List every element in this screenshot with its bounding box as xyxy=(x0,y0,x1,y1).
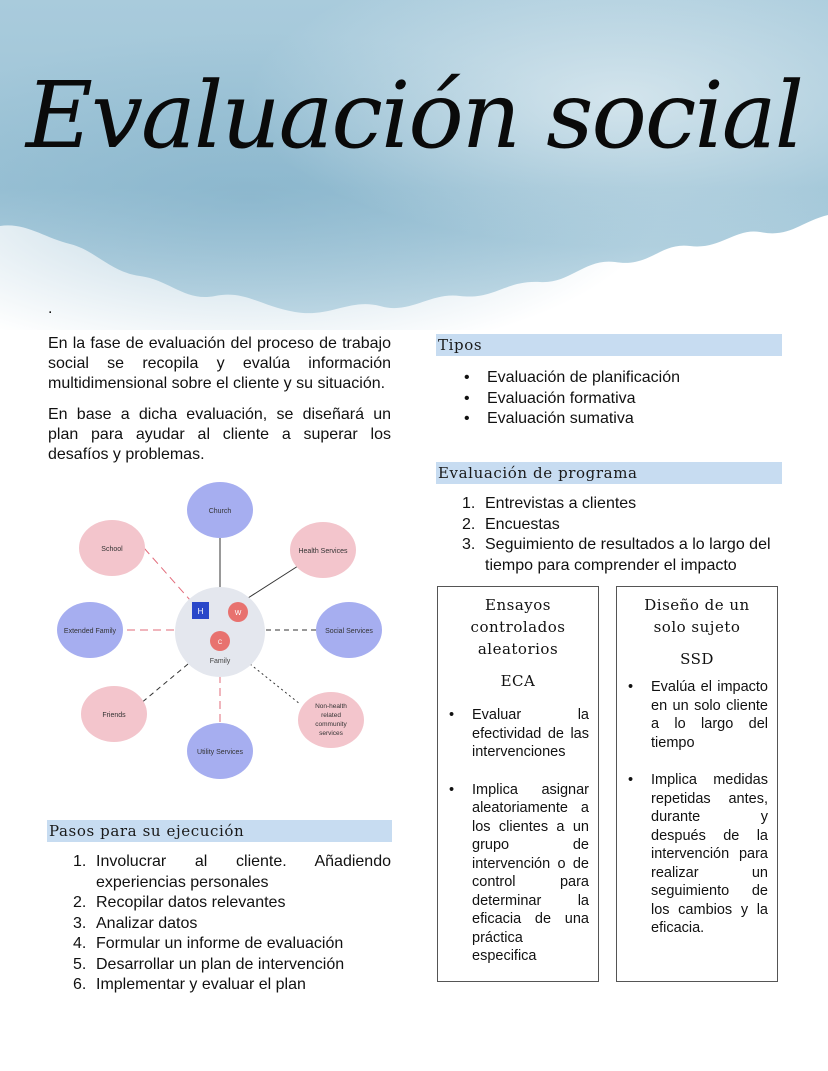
ssd-title: Diseño de un solo sujeto xyxy=(644,596,750,636)
eca-bullet: • Evaluar la efectividad de las intervenciones xyxy=(438,706,598,762)
pasos-heading: Pasos para su ejecución xyxy=(47,820,392,842)
node-social-services-label: Social Services xyxy=(325,628,373,635)
eca-acronym: ECA xyxy=(500,672,536,690)
stray-mark: . xyxy=(48,300,53,317)
node-health-services-label: Health Services xyxy=(298,548,348,555)
ssd-box xyxy=(616,586,778,982)
ssd-bullet: • Implica medidas repetidas antes, durante y después de la intervención para realizar un seguimiento de los cambios y la eficacia. xyxy=(617,771,777,938)
ecomap-diagram xyxy=(50,478,390,784)
eca-bullets xyxy=(438,706,598,966)
pasos-item: 2. Recopilar datos relevantes xyxy=(73,894,286,911)
programa-item: 3. Seguimiento de resultados a lo largo del tiempo para comprender el impacto xyxy=(462,536,771,574)
intro-paragraph-2: En base a dicha evaluación, se diseñará un plan para ayudar al cliente a superar los desafíos y problemas. xyxy=(48,406,391,463)
node-friends-label: Friends xyxy=(102,712,126,719)
eca-box xyxy=(437,586,599,982)
ssd-bullet: • Evalúa el impacto en un solo cliente a lo largo del tiempo xyxy=(617,678,777,752)
tipos-list xyxy=(437,368,782,430)
connector-friends xyxy=(140,664,188,704)
family-label: Family xyxy=(209,658,231,665)
tipos-item: • Evaluación formativa xyxy=(437,389,782,410)
page-title: Evaluación social xyxy=(25,62,803,169)
tipos-item: • Evaluación sumativa xyxy=(437,409,782,430)
programa-heading: Evaluación de programa xyxy=(436,462,782,484)
husband-label: H xyxy=(197,607,204,616)
pasos-item: 4. Formular un informe de evaluación xyxy=(73,935,344,952)
tipos-heading: Tipos xyxy=(436,334,782,356)
node-nonhealth-services xyxy=(298,692,364,748)
node-school-label: School xyxy=(101,546,123,553)
pasos-item: 1. Involucrar al cliente. Añadiendo experiencias personales xyxy=(73,853,391,891)
child-label: C xyxy=(217,640,223,646)
programa-item: 2. Encuestas xyxy=(462,515,560,533)
ssd-bullets xyxy=(617,678,777,938)
pasos-item: 6. Implementar y evaluar el plan xyxy=(73,976,306,993)
programa-item: 1. Entrevistas a clientes xyxy=(462,495,637,512)
ssd-acronym: SSD xyxy=(680,650,714,668)
node-church-label: Church xyxy=(208,508,232,515)
programa-list xyxy=(437,494,782,576)
eca-bullet: • Implica asignar aleatoriamente a los clientes a un grupo de intervención o de control para determinar la eficacia de una práctica especifica xyxy=(438,781,598,966)
node-nonhealth-line-4: services xyxy=(319,730,343,737)
tipos-item: • Evaluación de planificación xyxy=(437,368,782,389)
pasos-item: 5. Desarrollar un plan de intervención xyxy=(73,955,345,973)
connector-health xyxy=(248,566,298,598)
intro-paragraph-1: En la fase de evaluación del proceso de trabajo social se recopila y evalúa información multidimensional sobre el cliente y su situación. xyxy=(48,335,391,392)
node-nonhealth-line-1: Non-health xyxy=(315,703,347,710)
pasos-list xyxy=(48,852,391,996)
node-nonhealth-line-2: related xyxy=(321,712,341,719)
node-extended-family-label: Extended Family xyxy=(63,628,117,635)
connector-school xyxy=(144,548,190,600)
pasos-item: 3. Analizar datos xyxy=(73,914,198,932)
node-utility-services-label: Utility Services xyxy=(197,749,243,756)
connector-nonhealth xyxy=(250,664,300,704)
wife-label: W xyxy=(234,610,242,617)
node-nonhealth-line-3: community xyxy=(315,721,347,728)
eca-title: Ensayos controlados aleatorios xyxy=(470,596,566,658)
